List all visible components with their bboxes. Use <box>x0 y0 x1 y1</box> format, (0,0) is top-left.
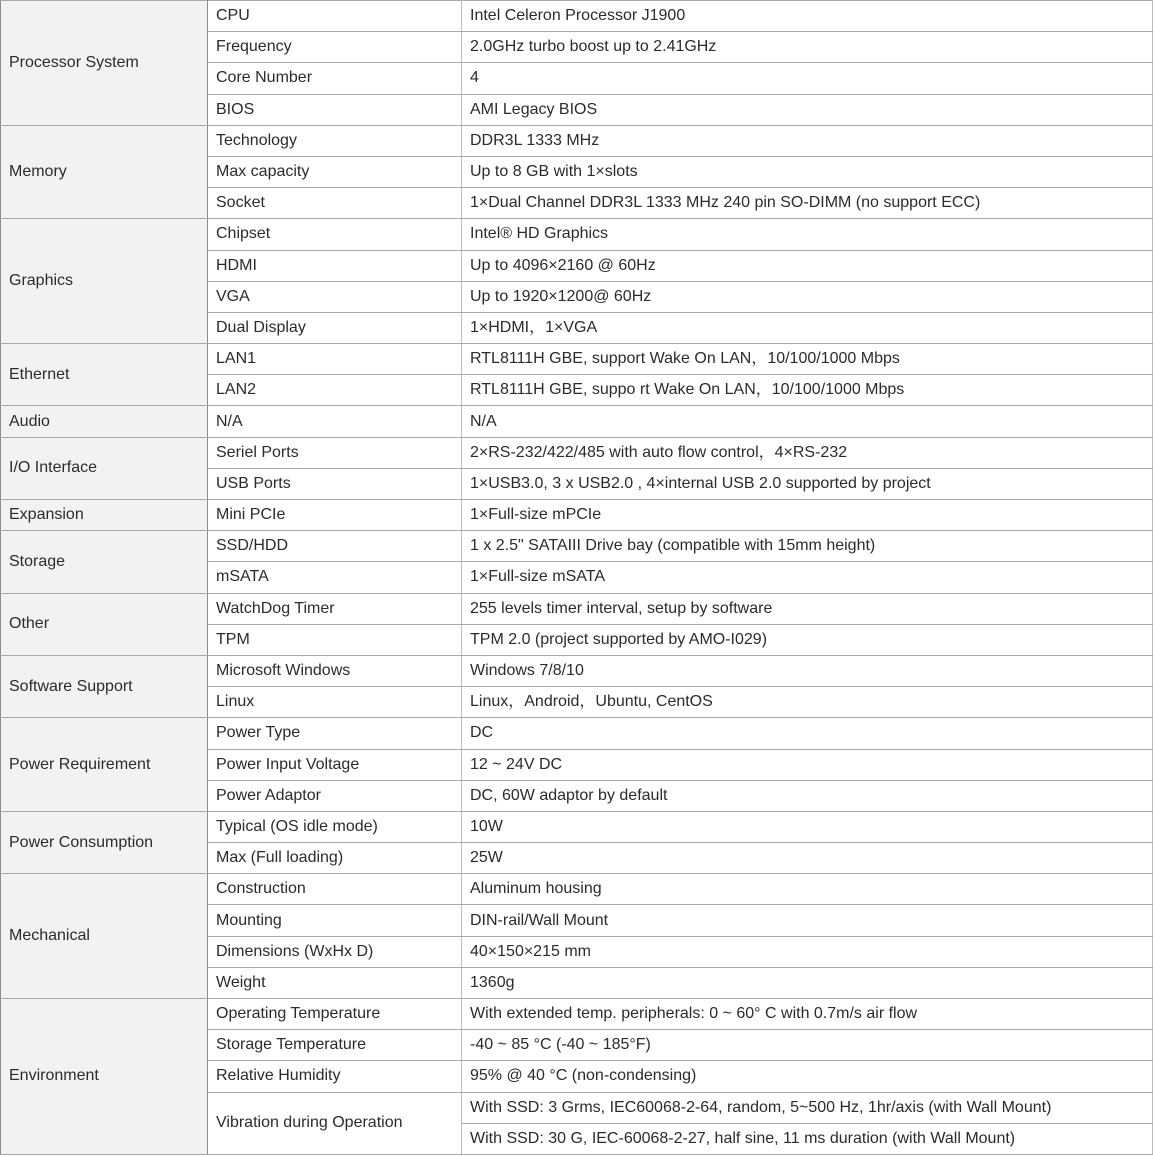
spec-label: VGA <box>208 281 462 312</box>
spec-label: Seriel Ports <box>208 437 462 468</box>
table-row <box>1 655 1153 686</box>
spec-label: Relative Humidity <box>208 1061 462 1092</box>
spec-label: Socket <box>208 188 462 219</box>
spec-value: RTL8111H GBE, support Wake On LAN，10/100/1000 Mbps <box>462 344 1153 375</box>
spec-label: N/A <box>208 406 462 437</box>
spec-value: RTL8111H GBE, suppo rt Wake On LAN，10/100/1000 Mbps <box>462 375 1153 406</box>
spec-value: TPM 2.0 (project supported by AMO-I029) <box>462 624 1153 655</box>
category-cell: Memory <box>1 125 208 219</box>
spec-label: Max capacity <box>208 156 462 187</box>
table-row <box>1 718 1153 749</box>
spec-value: 25W <box>462 843 1153 874</box>
spec-value: -40 ~ 85 °C (-40 ~ 185°F) <box>462 1030 1153 1061</box>
spec-value: N/A <box>462 406 1153 437</box>
spec-value: Aluminum housing <box>462 874 1153 905</box>
spec-value: 255 levels timer interval, setup by software <box>462 593 1153 624</box>
spec-label: Max (Full loading) <box>208 843 462 874</box>
table-row <box>1 531 1153 562</box>
spec-label: Weight <box>208 967 462 998</box>
spec-label: Storage Temperature <box>208 1030 462 1061</box>
spec-value: 12 ~ 24V DC <box>462 749 1153 780</box>
spec-value: With SSD: 3 Grms, IEC60068-2-64, random, 5~500 Hz, 1hr/axis (with Wall Mount) <box>462 1092 1153 1123</box>
spec-value: Up to 1920×1200@ 60Hz <box>462 281 1153 312</box>
category-cell: Mechanical <box>1 874 208 999</box>
spec-value: 1×Full-size mSATA <box>462 562 1153 593</box>
category-cell: I/O Interface <box>1 437 208 499</box>
spec-label: Power Adaptor <box>208 780 462 811</box>
category-cell: Expansion <box>1 500 208 531</box>
category-cell: Power Requirement <box>1 718 208 812</box>
category-cell: Power Consumption <box>1 811 208 873</box>
spec-label: HDMI <box>208 250 462 281</box>
table-row <box>1 219 1153 250</box>
category-cell: Graphics <box>1 219 208 344</box>
spec-label: USB Ports <box>208 468 462 499</box>
spec-value: Windows 7/8/10 <box>462 655 1153 686</box>
spec-value: DDR3L 1333 MHz <box>462 125 1153 156</box>
spec-value: Intel Celeron Processor J1900 <box>462 1 1153 32</box>
spec-value: 10W <box>462 811 1153 842</box>
spec-label: Microsoft Windows <box>208 655 462 686</box>
category-cell: Storage <box>1 531 208 593</box>
category-cell: Environment <box>1 999 208 1155</box>
category-cell: Software Support <box>1 655 208 717</box>
spec-label: Mounting <box>208 905 462 936</box>
spec-label: LAN2 <box>208 375 462 406</box>
table-row <box>1 344 1153 375</box>
spec-label: Chipset <box>208 219 462 250</box>
spec-label: Construction <box>208 874 462 905</box>
spec-label: Dual Display <box>208 312 462 343</box>
spec-value: Linux，Android，Ubuntu, CentOS <box>462 687 1153 718</box>
spec-label: Technology <box>208 125 462 156</box>
spec-value: Intel® HD Graphics <box>462 219 1153 250</box>
table-row <box>1 811 1153 842</box>
spec-value: 2×RS-232/422/485 with auto flow control，4×RS-232 <box>462 437 1153 468</box>
spec-value: With SSD: 30 G, IEC-60068-2-27, half sine, 11 ms duration (with Wall Mount) <box>462 1123 1153 1154</box>
spec-value: 1 x 2.5" SATAIII Drive bay (compatible with 15mm height) <box>462 531 1153 562</box>
spec-label: mSATA <box>208 562 462 593</box>
table-row <box>1 1 1153 32</box>
spec-value: Up to 4096×2160 @ 60Hz <box>462 250 1153 281</box>
spec-value: Up to 8 GB with 1×slots <box>462 156 1153 187</box>
spec-value: 95% @ 40 °C (non-condensing) <box>462 1061 1153 1092</box>
spec-label: Power Input Voltage <box>208 749 462 780</box>
spec-label: Vibration during Operation <box>208 1092 462 1154</box>
category-cell: Other <box>1 593 208 655</box>
spec-value: 1×HDMI，1×VGA <box>462 312 1153 343</box>
category-cell: Ethernet <box>1 344 208 406</box>
spec-table-body <box>1 1 1153 1155</box>
table-row <box>1 125 1153 156</box>
table-row <box>1 500 1153 531</box>
spec-value: 1×USB3.0, 3 x USB2.0 , 4×internal USB 2.0 supported by project <box>462 468 1153 499</box>
table-row <box>1 874 1153 905</box>
spec-value: DC, 60W adaptor by default <box>462 780 1153 811</box>
spec-label: Frequency <box>208 32 462 63</box>
spec-value: 4 <box>462 63 1153 94</box>
spec-value: 1360g <box>462 967 1153 998</box>
table-row <box>1 437 1153 468</box>
spec-label: Typical (OS idle mode) <box>208 811 462 842</box>
category-cell: Processor System <box>1 1 208 126</box>
spec-label: SSD/HDD <box>208 531 462 562</box>
spec-label: LAN1 <box>208 344 462 375</box>
spec-label: Power Type <box>208 718 462 749</box>
spec-value: DC <box>462 718 1153 749</box>
spec-label: WatchDog Timer <box>208 593 462 624</box>
spec-value: 40×150×215 mm <box>462 936 1153 967</box>
spec-label: Operating Temperature <box>208 999 462 1030</box>
table-row <box>1 999 1153 1030</box>
category-cell: Audio <box>1 406 208 437</box>
spec-label: Mini PCIe <box>208 500 462 531</box>
table-row <box>1 406 1153 437</box>
spec-value: With extended temp. peripherals: 0 ~ 60° C with 0.7m/s air flow <box>462 999 1153 1030</box>
table-row <box>1 593 1153 624</box>
spec-value: AMI Legacy BIOS <box>462 94 1153 125</box>
spec-value: 1×Dual Channel DDR3L 1333 MHz 240 pin SO-DIMM (no support ECC) <box>462 188 1153 219</box>
spec-label: TPM <box>208 624 462 655</box>
spec-value: DIN-rail/Wall Mount <box>462 905 1153 936</box>
spec-label: Linux <box>208 687 462 718</box>
spec-label: Core Number <box>208 63 462 94</box>
spec-value: 1×Full-size mPCIe <box>462 500 1153 531</box>
spec-label: CPU <box>208 1 462 32</box>
spec-label: BIOS <box>208 94 462 125</box>
spec-label: Dimensions (WxHx D) <box>208 936 462 967</box>
spec-value: 2.0GHz turbo boost up to 2.41GHz <box>462 32 1153 63</box>
